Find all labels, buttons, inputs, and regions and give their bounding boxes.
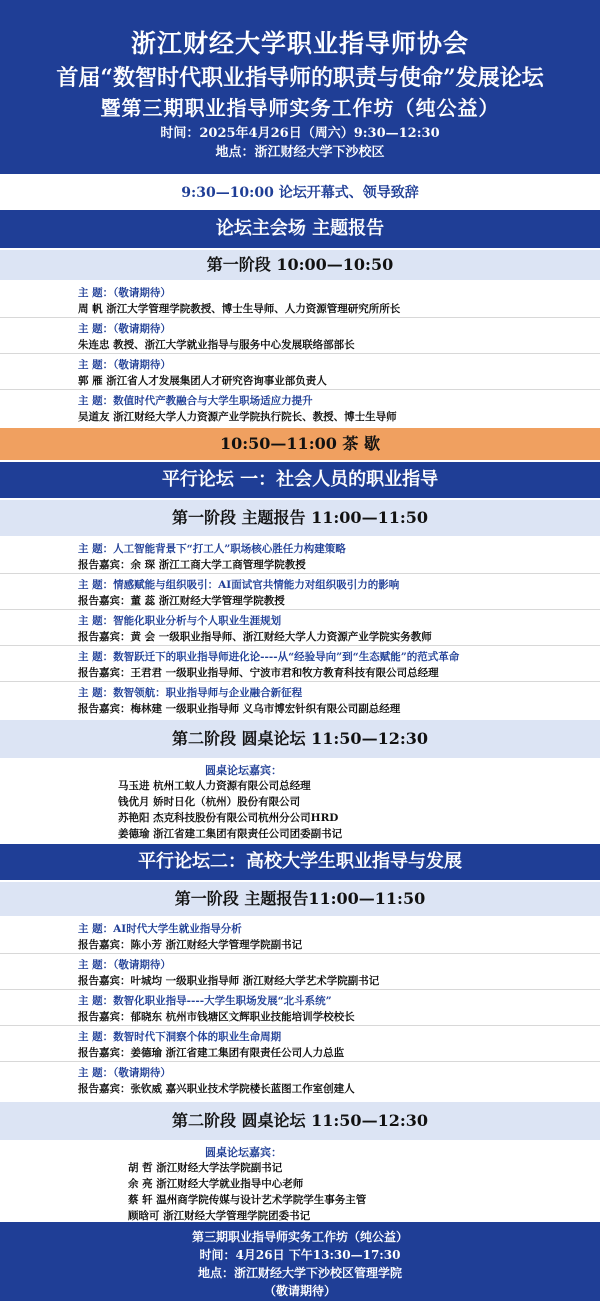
parallel-forum-1-stage-1: 第一阶段 主题报告 11:00—11:50 <box>0 500 600 536</box>
main-forum-title: 论坛主会场 主题报告 <box>0 210 600 248</box>
item-topic: 主 题：智能化职业分析与个人职业生涯规划 <box>78 615 282 627</box>
parallel-forum-2-stage-1: 第一阶段 主题报告11:00—11:50 <box>0 882 600 916</box>
tea-break: 10:50—11:00 茶 歇 <box>0 428 600 460</box>
item-speaker: 朱连忠 教授、浙江大学就业指导与服务中心发展联络部部长 <box>78 339 355 351</box>
list-item <box>0 574 600 610</box>
list-item <box>0 318 600 354</box>
association-title: 浙江财经大学职业指导师协会 <box>130 29 469 58</box>
event-place: 地点：浙江财经大学下沙校区 <box>215 145 385 160</box>
roundtable-guest: 蔡 轩 温州商学院传媒与设计艺术学院学生事务主管 <box>128 1194 367 1206</box>
main-forum-stage: 第一阶段 10:00—10:50 <box>0 250 600 280</box>
item-speaker: 报告嘉宾：张钦威 嘉兴职业技术学院楼长蓝图工作室创建人 <box>78 1083 355 1095</box>
item-speaker: 报告嘉宾：姜德瑜 浙江省建工集团有限责任公司人力总监 <box>78 1047 345 1059</box>
item-speaker: 吴道友 浙江财经大学人力资源产业学院执行院长、教授、博士生导师 <box>78 411 397 423</box>
roundtable-guests-title: 圆桌论坛嘉宾： <box>205 1146 282 1159</box>
roundtable-guest: 姜德瑜 浙江省建工集团有限责任公司团委副书记 <box>118 828 343 840</box>
item-topic: 主 题：（敬请期待） <box>78 287 171 299</box>
item-topic: 主 题：（敬请期待） <box>78 959 171 971</box>
list-item <box>0 390 600 426</box>
list-item <box>0 538 600 574</box>
roundtable-guest: 钱优月 娇时日化（杭州）股份有限公司 <box>118 796 301 808</box>
item-topic: 主 题：（敬请期待） <box>78 323 171 335</box>
roundtable-guest: 余 亮 浙江财经大学就业指导中心老师 <box>128 1178 304 1190</box>
opening-ceremony: 9:30—10:00 论坛开幕式、领导致辞 <box>181 185 419 201</box>
list-item <box>0 682 600 718</box>
item-topic: 主 题：数智化职业指导----大学生职场发展“北斗系统” <box>78 995 332 1007</box>
item-speaker: 报告嘉宾：王君君 一级职业指导师、宁波市君和牧方教育科技有限公司总经理 <box>78 667 439 679</box>
item-speaker: 报告嘉宾：董 蕊 浙江财经大学管理学院教授 <box>78 595 285 607</box>
workshop-title: 暨第三期职业指导师实务工作坊（纯公益） <box>100 96 500 120</box>
parallel-forum-1-title: 平行论坛 一：社会人员的职业指导 <box>0 462 600 498</box>
item-topic: 主 题：（敬请期待） <box>78 1067 171 1079</box>
list-item <box>0 954 600 990</box>
workshop-footer <box>0 1222 600 1301</box>
roundtable-guest: 顾晗可 浙江财经大学管理学院团委书记 <box>128 1210 311 1222</box>
item-speaker: 报告嘉宾：叶城均 一级职业指导师 浙江财经大学艺术学院副书记 <box>78 975 380 987</box>
list-item <box>0 282 600 318</box>
parallel-forum-2-title: 平行论坛二：高校大学生职业指导与发展 <box>0 844 600 880</box>
roundtable-guest: 苏艳阳 杰克科技股份有限公司杭州分公司HRD <box>118 812 339 824</box>
list-item <box>0 1062 600 1098</box>
item-speaker: 周 帆 浙江大学管理学院教授、博士生导师、人力资源管理研究所所长 <box>78 303 401 315</box>
item-topic: 主 题：（敬请期待） <box>78 359 171 371</box>
roundtable-guest: 马玉进 杭州工蚁人力资源有限公司总经理 <box>118 780 311 792</box>
item-topic: 主 题：数智领航：职业指导师与企业融合新征程 <box>78 687 303 699</box>
list-item <box>0 354 600 390</box>
workshop-time: 时间：4月26日 下午13:30—17:30 <box>199 1248 401 1262</box>
list-item <box>0 990 600 1026</box>
item-topic: 主 题：数值时代产教融合与大学生职场适应力提升 <box>78 395 313 407</box>
item-speaker: 郭 雁 浙江省人才发展集团人才研究咨询事业部负责人 <box>78 375 327 387</box>
list-item <box>0 1026 600 1062</box>
list-item <box>0 610 600 646</box>
roundtable-guests-title: 圆桌论坛嘉宾： <box>205 764 282 777</box>
parallel-forum-1-stage-2: 第二阶段 圆桌论坛 11:50—12:30 <box>0 720 600 758</box>
forum-title: 首届“数智时代职业指导师的职责与使命”发展论坛 <box>56 65 544 91</box>
roundtable-guest: 胡 哲 浙江财经大学法学院副书记 <box>128 1162 283 1174</box>
list-item <box>0 646 600 682</box>
workshop-place: 地点：浙江财经大学下沙校区管理学院 <box>197 1266 402 1280</box>
item-topic: 主 题：情感赋能与组织吸引：AI面试官共情能力对组织吸引力的影响 <box>78 579 400 591</box>
item-speaker: 报告嘉宾：梅林建 一级职业指导师 义乌市博宏针织有限公司副总经理 <box>78 703 401 715</box>
workshop-title: 第三期职业指导师实务工作坊（纯公益） <box>191 1230 408 1244</box>
item-topic: 主 题：数智跃迁下的职业指导师进化论----从“经验导向”到“生态赋能”的范式革命 <box>78 651 460 663</box>
item-speaker: 报告嘉宾：黄 会 一级职业指导师、浙江财经大学人力资源产业学院实务教师 <box>78 631 432 643</box>
header-banner <box>0 0 600 174</box>
item-topic: 主 题：数智时代下洞察个体的职业生命周期 <box>78 1031 282 1043</box>
item-speaker: 报告嘉宾：郁晓东 杭州市钱塘区文辉职业技能培训学校校长 <box>78 1011 355 1023</box>
item-speaker: 报告嘉宾：陈小芳 浙江财经大学管理学院副书记 <box>78 939 303 951</box>
item-speaker: 报告嘉宾：余 琛 浙江工商大学工商管理学院教授 <box>78 559 306 571</box>
parallel-forum-2-stage-2: 第二阶段 圆桌论坛 11:50—12:30 <box>0 1102 600 1140</box>
item-topic: 主 题：AI时代大学生就业指导分析 <box>78 923 242 935</box>
event-time: 时间：2025年4月26日（周六）9:30—12:30 <box>160 126 440 141</box>
workshop-note: （敬请期待） <box>263 1284 336 1298</box>
list-item <box>0 918 600 954</box>
item-topic: 主 题：人工智能背景下“打工人”职场核心胜任力构建策略 <box>78 543 346 555</box>
